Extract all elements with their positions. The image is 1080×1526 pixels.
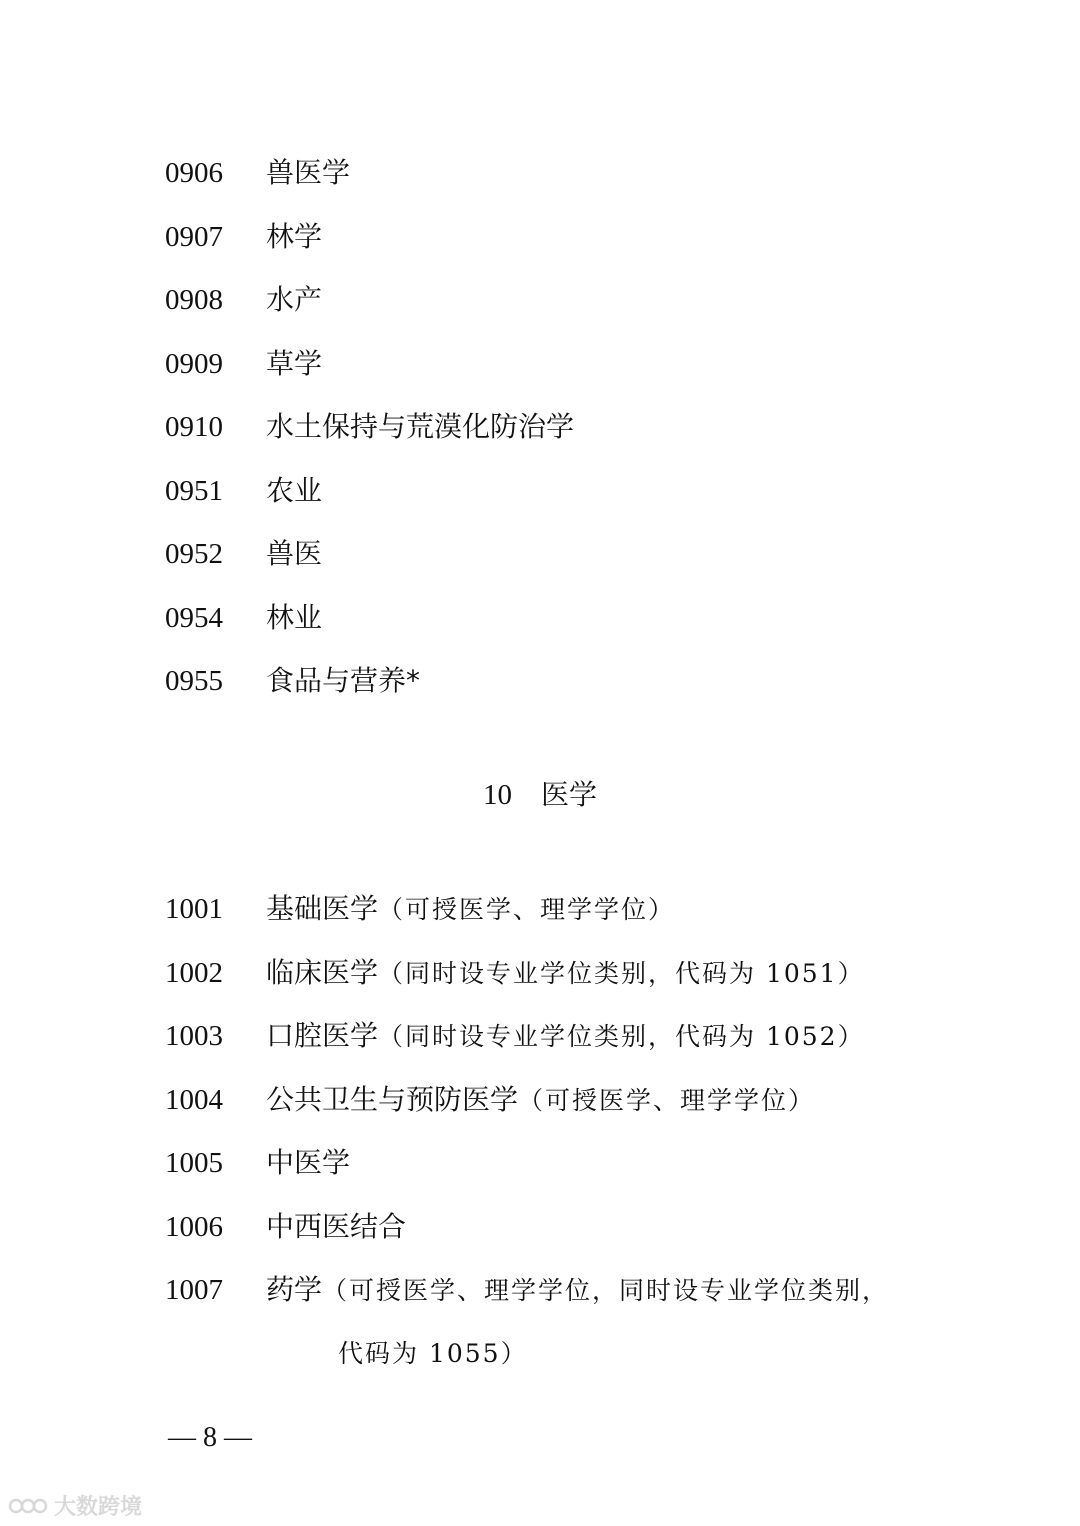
discipline-name: 草学 bbox=[266, 347, 323, 380]
discipline-name: 兽医 bbox=[266, 537, 323, 570]
discipline-name: 食品与营养* bbox=[266, 664, 421, 697]
section-heading bbox=[0, 770, 1080, 820]
discipline-name: 水土保持与荒漠化防治学 bbox=[266, 410, 575, 443]
discipline-code: 1007 bbox=[165, 1274, 223, 1306]
discipline-name: 中西医结合 bbox=[266, 1210, 407, 1243]
section-number: 10 bbox=[482, 779, 512, 811]
discipline-code: 0907 bbox=[165, 221, 223, 253]
discipline-name: 水产 bbox=[266, 283, 323, 316]
discipline-note: （可授医学、理学学位） bbox=[518, 1086, 816, 1115]
discipline-code: 0910 bbox=[165, 411, 223, 443]
watermark-text: 大数跨境 bbox=[54, 1495, 143, 1520]
discipline-code: 0954 bbox=[165, 602, 223, 634]
discipline-name: 口腔医学（同时设专业学位类别，代码为 1052） bbox=[266, 1019, 865, 1052]
discipline-code: 1001 bbox=[165, 893, 223, 925]
discipline-name: 临床医学（同时设专业学位类别，代码为 1051） bbox=[266, 956, 865, 989]
watermark bbox=[8, 1490, 142, 1521]
discipline-name: 公共卫生与预防医学（可授医学、理学学位） bbox=[266, 1083, 816, 1116]
discipline-note: （可授医学、理学学位，同时设专业学位类别， bbox=[322, 1276, 890, 1305]
discipline-name: 林业 bbox=[266, 601, 323, 634]
page-number: — 8 — bbox=[168, 1422, 252, 1453]
discipline-code: 1003 bbox=[165, 1020, 223, 1052]
discipline-name: 农业 bbox=[266, 474, 323, 507]
discipline-name: 林学 bbox=[266, 220, 323, 253]
discipline-name: 药学（可授医学、理学学位，同时设专业学位类别， bbox=[266, 1273, 890, 1306]
discipline-code: 0952 bbox=[165, 538, 223, 570]
discipline-note: （同时设专业学位类别，代码为 1052） bbox=[378, 1022, 865, 1051]
discipline-code: 0909 bbox=[165, 348, 223, 380]
section-title: 医学 bbox=[541, 778, 598, 811]
discipline-code: 0906 bbox=[165, 157, 223, 189]
discipline-note-continuation: 代码为 1055） bbox=[338, 1339, 528, 1368]
discipline-name: 基础医学（可授医学、理学学位） bbox=[266, 892, 676, 925]
discipline-code: 0908 bbox=[165, 284, 223, 316]
watermark-logo-icon bbox=[8, 1495, 48, 1517]
discipline-code: 0955 bbox=[165, 665, 223, 697]
discipline-code: 1005 bbox=[165, 1147, 223, 1179]
discipline-note: （可授医学、理学学位） bbox=[378, 895, 676, 924]
discipline-note: （同时设专业学位类别，代码为 1051） bbox=[378, 959, 865, 988]
discipline-code: 0951 bbox=[165, 475, 223, 507]
discipline-code: 1006 bbox=[165, 1211, 223, 1243]
discipline-name: 中医学 bbox=[266, 1146, 351, 1179]
discipline-code: 1002 bbox=[165, 957, 223, 989]
discipline-code: 1004 bbox=[165, 1084, 223, 1116]
discipline-name: 兽医学 bbox=[266, 156, 351, 189]
